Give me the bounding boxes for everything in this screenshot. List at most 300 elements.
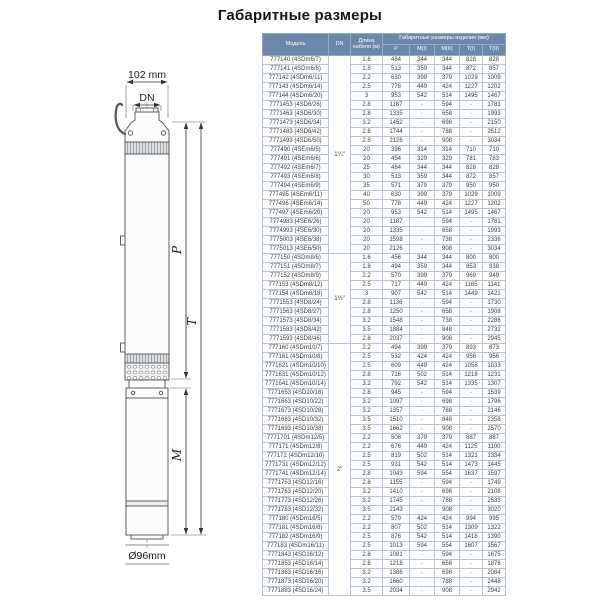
- dim-t2-cell: 949: [483, 272, 506, 281]
- dim-t1-cell: -: [460, 587, 483, 596]
- cable-length-cell: 2.5: [351, 83, 383, 92]
- model-cell: 7771641 (4SDm10/14): [263, 380, 329, 389]
- dim-m2-cell: 424: [435, 200, 460, 209]
- dim-p-cell: 1013: [383, 542, 410, 551]
- dim-m2-cell: 908: [435, 506, 460, 515]
- dim-m2-cell: 908: [435, 587, 460, 596]
- model-cell: 7771673 (4SD10/28): [263, 407, 329, 416]
- dim-m1-cell: -: [410, 389, 435, 398]
- dim-t2-cell: 1567: [483, 542, 506, 551]
- table-row: [263, 380, 506, 389]
- dim-t1-cell: -: [460, 218, 483, 227]
- table-row: [263, 245, 506, 254]
- cable-length-cell: 3: [351, 290, 383, 299]
- dim-t1-cell: 1495: [460, 92, 483, 101]
- cable-length-cell: 3.2: [351, 380, 383, 389]
- dim-t-label: T: [185, 317, 199, 327]
- dim-m1-cell: -: [410, 398, 435, 407]
- cable-length-cell: 3.2: [351, 317, 383, 326]
- dim-m2-cell: 788: [435, 578, 460, 587]
- dim-m2-cell: 908: [435, 245, 460, 254]
- dim-m2-cell: 594: [435, 299, 460, 308]
- dim-t2-cell: 2286: [483, 317, 506, 326]
- dim-m2-cell: 424: [435, 353, 460, 362]
- dim-p-cell: 630: [383, 191, 410, 200]
- dn-group-cell: 1½": [329, 254, 351, 344]
- cable-length-cell: 2.8: [351, 101, 383, 110]
- table-row: [263, 569, 506, 578]
- dim-t2-cell: 1202: [483, 83, 506, 92]
- dim-m1-cell: 399: [410, 272, 435, 281]
- model-cell: 7771631 (4SDm10/12): [263, 371, 329, 380]
- table-row: [263, 578, 506, 587]
- dim-m2-cell: 344: [435, 65, 460, 74]
- dim-p-cell: 484: [383, 56, 410, 65]
- dim-t2-cell: 3034: [483, 137, 506, 146]
- cable-length-cell: 1.8: [351, 65, 383, 74]
- dim-m1-cell: -: [410, 308, 435, 317]
- dim-p-cell: 1081: [383, 551, 410, 560]
- dim-m1-cell: 542: [410, 92, 435, 101]
- dim-t2-cell: 1781: [483, 101, 506, 110]
- dim-m2-cell: 658: [435, 308, 460, 317]
- model-cell: 7771563 (4SD8/27): [263, 308, 329, 317]
- dim-m2-cell: 424: [435, 281, 460, 290]
- model-cell: 7771653 (4SD10/18): [263, 389, 329, 398]
- dim-t1-cell: 1418: [460, 533, 483, 542]
- col-header-dimensions-group: Габаритные размеры изделия (мм): [383, 34, 506, 45]
- model-cell: 7771741 (4SDm12/14): [263, 470, 329, 479]
- cable-length-cell: 2.5: [351, 461, 383, 470]
- dim-m2-cell: 514: [435, 290, 460, 299]
- cable-length-cell: 2.8: [351, 128, 383, 137]
- table-row: [263, 101, 506, 110]
- dim-m2-cell: 424: [435, 362, 460, 371]
- cable-length-cell: 35: [351, 182, 383, 191]
- dim-m2-cell: 344: [435, 254, 460, 263]
- cable-length-cell: 2.5: [351, 452, 383, 461]
- cable-length-cell: 2.5: [351, 533, 383, 542]
- dn-group-cell: 2": [329, 344, 351, 596]
- dim-t1-cell: 828: [460, 56, 483, 65]
- cable-length-cell: 2.8: [351, 479, 383, 488]
- model-cell: 7771701 (4SDm12/5): [263, 434, 329, 443]
- dim-t2-cell: 1781: [483, 218, 506, 227]
- motor-joint-band: [126, 501, 168, 506]
- dim-m1-cell: 424: [410, 353, 435, 362]
- model-cell: 777144 (4SDm6/20): [263, 92, 329, 101]
- table-row: [263, 497, 506, 506]
- cable-length-cell: 2.2: [351, 515, 383, 524]
- dim-p-cell: 630: [383, 74, 410, 83]
- dim-t1-cell: -: [460, 407, 483, 416]
- dim-m2-cell: 594: [435, 551, 460, 560]
- table-row: [263, 335, 506, 344]
- dim-p-cell: 1660: [383, 578, 410, 587]
- cable-length-cell: 1.6: [351, 254, 383, 263]
- cable-length-cell: 30: [351, 173, 383, 182]
- dim-t2-cell: 1322: [483, 524, 506, 533]
- model-cell: 7771663 (4SD10/22): [263, 398, 329, 407]
- dim-p-cell: 1357: [383, 407, 410, 416]
- dim-m2-cell: 698: [435, 398, 460, 407]
- motor-bottom-cap: [131, 535, 163, 539]
- dim-m1-cell: 502: [410, 371, 435, 380]
- dim-t1-cell: -: [460, 317, 483, 326]
- dim-p-cell: 1335: [383, 110, 410, 119]
- dim-m2-cell: 379: [435, 191, 460, 200]
- dim-t2-cell: 2358: [483, 416, 506, 425]
- dim-m1-cell: -: [410, 299, 435, 308]
- dim-m2-cell: 554: [435, 470, 460, 479]
- dim-t2-cell: 2336: [483, 236, 506, 245]
- dim-m1-cell: 449: [410, 200, 435, 209]
- cable-guard-icon: [116, 104, 125, 134]
- dim-m-label: M: [170, 448, 184, 462]
- dim-m2-cell: 424: [435, 83, 460, 92]
- dim-m2-cell: 514: [435, 452, 460, 461]
- dim-t2-cell: 1141: [483, 281, 506, 290]
- bolt-hole-left: [128, 131, 132, 135]
- dim-p-cell: 1218: [383, 560, 410, 569]
- table-row: [263, 488, 506, 497]
- dim-p-cell: 717: [383, 281, 410, 290]
- bearing-band: [125, 354, 169, 363]
- dim-p-cell: 1187: [383, 101, 410, 110]
- cable-length-cell: 20: [351, 155, 383, 164]
- model-cell: 7771783 (4SD12/32): [263, 506, 329, 515]
- table-row: [263, 56, 506, 65]
- dim-m1-cell: 449: [410, 83, 435, 92]
- cable-length-cell: 2.5: [351, 353, 383, 362]
- dim-m2-cell: 514: [435, 371, 460, 380]
- dim-m1-cell: 344: [410, 164, 435, 173]
- dim-t2-cell: 1993: [483, 227, 506, 236]
- model-cell: 777140 (4SDm6/7): [263, 56, 329, 65]
- dim-t1-cell: -: [460, 110, 483, 119]
- table-row: [263, 308, 506, 317]
- dim-t2-cell: 2108: [483, 488, 506, 497]
- pump-body: [125, 154, 169, 354]
- dim-m2-cell: 514: [435, 209, 460, 218]
- dim-t2-cell: 828: [483, 56, 506, 65]
- dim-t2-cell: 1539: [483, 389, 506, 398]
- cable-length-cell: 2.8: [351, 551, 383, 560]
- dim-t1-cell: -: [460, 578, 483, 587]
- model-cell: 7771583 (4SD8/42): [263, 326, 329, 335]
- dim-m1-cell: -: [410, 488, 435, 497]
- dim-t1-cell: -: [460, 137, 483, 146]
- model-cell: 777495 (4SEm6/11): [263, 191, 329, 200]
- model-cell: 777160 (4SDm10/7): [263, 344, 329, 353]
- dim-m2-cell: 594: [435, 389, 460, 398]
- dim-t1-cell: -: [460, 326, 483, 335]
- dim-t1-cell: -: [460, 416, 483, 425]
- model-cell: 777151 (4SDm8/7): [263, 263, 329, 272]
- dim-m1-cell: 502: [410, 524, 435, 533]
- dim-m1-cell: 399: [410, 344, 435, 353]
- dim-m1-cell: 502: [410, 452, 435, 461]
- dim-t2-cell: 2732: [483, 326, 506, 335]
- dim-m1-cell: 399: [410, 191, 435, 200]
- col-header-model: Модель: [263, 34, 329, 56]
- cable-length-cell: 3.2: [351, 119, 383, 128]
- dim-m1-cell: -: [410, 569, 435, 578]
- dim-m2-cell: 344: [435, 56, 460, 65]
- model-cell: 777152 (4SDm8/9): [263, 272, 329, 281]
- cable-clip-lower: [121, 343, 126, 352]
- dim-m1-cell: 449: [410, 362, 435, 371]
- dim-p-cell: 1097: [383, 398, 410, 407]
- dim-m2-cell: 379: [435, 434, 460, 443]
- table-row: [263, 254, 506, 263]
- dim-m1-cell: 424: [410, 515, 435, 524]
- dim-p-label: P: [170, 245, 184, 255]
- dim-m2-cell: 738: [435, 236, 460, 245]
- dim-p-cell: 1452: [383, 119, 410, 128]
- dim-m1-cell: -: [410, 425, 435, 434]
- dim-t2-cell: 1675: [483, 551, 506, 560]
- dim-t2-cell: 1421: [483, 290, 506, 299]
- dim-p-cell: 1043: [383, 470, 410, 479]
- bolt-hole-right: [161, 131, 165, 135]
- table-row: [263, 398, 506, 407]
- dim-m1-cell: 359: [410, 173, 435, 182]
- cable-length-cell: 2.2: [351, 272, 383, 281]
- table-row: [263, 92, 506, 101]
- model-cell: 777142 (4SDm6/11): [263, 74, 329, 83]
- dim-t2-cell: 956: [483, 353, 506, 362]
- model-cell: 7771483 (4SD6/42): [263, 128, 329, 137]
- dim-t2-cell: 950: [483, 182, 506, 191]
- cable-length-cell: 20: [351, 245, 383, 254]
- cable-length-cell: 2.8: [351, 308, 383, 317]
- dim-t1-cell: -: [460, 479, 483, 488]
- dim-t1-cell: -: [460, 128, 483, 137]
- dim-m1-cell: 359: [410, 65, 435, 74]
- model-cell: 777491 (4SEm6/6): [263, 155, 329, 164]
- cable-length-cell: 2.5: [351, 281, 383, 290]
- dim-p-cell: 953: [383, 209, 410, 218]
- dim-t1-cell: 950: [460, 182, 483, 191]
- dim-m2-cell: 379: [435, 272, 460, 281]
- dim-t1-cell: 1227: [460, 83, 483, 92]
- dim-p-cell: 716: [383, 371, 410, 380]
- dim-t2-cell: 1390: [483, 533, 506, 542]
- dim-m2-cell: 514: [435, 533, 460, 542]
- dim-t1-cell: 893: [460, 344, 483, 353]
- dim-m1-cell: -: [410, 101, 435, 110]
- dim-t1-cell: -: [460, 425, 483, 434]
- model-cell: 7771493 (4SD6/50): [263, 137, 329, 146]
- table-row: [263, 83, 506, 92]
- table-row: [263, 587, 506, 596]
- cable-length-cell: 2.2: [351, 524, 383, 533]
- dim-p-cell: 513: [383, 173, 410, 182]
- dim-m1-cell: -: [410, 245, 435, 254]
- dim-t1-cell: 887: [460, 434, 483, 443]
- dim-t2-cell: 1231: [483, 371, 506, 380]
- dim-m2-cell: 594: [435, 218, 460, 227]
- dim-p-cell: 945: [383, 389, 410, 398]
- cable-length-cell: 2.8: [351, 110, 383, 119]
- dim-p-cell: 1548: [383, 317, 410, 326]
- cable-length-cell: 3.5: [351, 416, 383, 425]
- col-header-cable-length: Длина кабеля (м): [351, 34, 383, 56]
- dim-p-cell: 2143: [383, 506, 410, 515]
- dim-m2-cell: 344: [435, 263, 460, 272]
- dim-p-cell: 953: [383, 92, 410, 101]
- dim-m1-cell: -: [410, 560, 435, 569]
- cable-clip-upper: [121, 236, 126, 245]
- dim-t2-cell: 1749: [483, 479, 506, 488]
- dim-t1-cell: -: [460, 245, 483, 254]
- dim-p-cell: 513: [383, 65, 410, 74]
- dim-p-cell: 807: [383, 524, 410, 533]
- dim-m2-cell: 344: [435, 164, 460, 173]
- model-cell: 7771593 (4SD8/46): [263, 335, 329, 344]
- dim-t2-cell: 3034: [483, 245, 506, 254]
- dim-m2-cell: 788: [435, 497, 460, 506]
- cable-length-cell: 40: [351, 191, 383, 200]
- table-row: [263, 560, 506, 569]
- model-cell: 777183 (4SDm16/11): [263, 542, 329, 551]
- dim-m1-cell: 542: [410, 461, 435, 470]
- dim-p-cell: 907: [383, 290, 410, 299]
- table-row: [263, 146, 506, 155]
- table-row: [263, 227, 506, 236]
- dim-t2-cell: 1876: [483, 560, 506, 569]
- dim-m2-cell: 424: [435, 515, 460, 524]
- dim-t1-cell: 710: [460, 146, 483, 155]
- model-cell: 7771683 (4SD10/32): [263, 416, 329, 425]
- dim-t2-cell: 1033: [483, 362, 506, 371]
- table-row: [263, 164, 506, 173]
- dim-m1-cell: 344: [410, 254, 435, 263]
- model-cell: 7771843 (4SD16/12): [263, 551, 329, 560]
- dim-p-cell: 494: [383, 263, 410, 272]
- table-row: [263, 452, 506, 461]
- dim-m1-cell: 329: [410, 155, 435, 164]
- table-row: [263, 218, 506, 227]
- dim-m1-cell: -: [410, 335, 435, 344]
- dim-p-cell: 2037: [383, 335, 410, 344]
- dim-m2-cell: 848: [435, 416, 460, 425]
- table-row: [263, 389, 506, 398]
- dn-group-cell: 1¼": [329, 56, 351, 254]
- table-row: [263, 137, 506, 146]
- dim-m1-cell: 594: [410, 470, 435, 479]
- table-row: [263, 371, 506, 380]
- cable-length-cell: 3.2: [351, 398, 383, 407]
- dim-t1-cell: 872: [460, 173, 483, 182]
- dim-t1-cell: 1449: [460, 290, 483, 299]
- dim-p-cell: 1510: [383, 416, 410, 425]
- table-row: [263, 281, 506, 290]
- dim-m2-cell: 908: [435, 425, 460, 434]
- dim-t1-cell: 872: [460, 65, 483, 74]
- dim-m2-cell: 314: [435, 146, 460, 155]
- dim-t1-cell: 1125: [460, 443, 483, 452]
- dim-t2-cell: 857: [483, 173, 506, 182]
- dim-t2-cell: 887: [483, 434, 506, 443]
- cable-length-cell: 50: [351, 200, 383, 209]
- model-cell: 7771883 (4SD16/24): [263, 587, 329, 596]
- table-row: [263, 434, 506, 443]
- model-cell: 7771463 (4SD6/30): [263, 110, 329, 119]
- dim-m1-cell: -: [410, 236, 435, 245]
- dim-m1-cell: -: [410, 128, 435, 137]
- model-cell: 7774983 (4SE6/26): [263, 218, 329, 227]
- model-cell: 7771773 (4SD12/26): [263, 497, 329, 506]
- dim-p-cell: 570: [383, 515, 410, 524]
- dim-t2-cell: 1467: [483, 92, 506, 101]
- col-header-dn: DN: [329, 34, 351, 56]
- dim-t1-cell: 1029: [460, 74, 483, 83]
- dim-p-cell: 1745: [383, 497, 410, 506]
- dim-t2-cell: 1100: [483, 443, 506, 452]
- dim-m1-cell: -: [410, 497, 435, 506]
- dim-p-cell: 456: [383, 254, 410, 263]
- dim-m1-cell: -: [410, 110, 435, 119]
- cable-length-cell: 20: [351, 227, 383, 236]
- table-row: [263, 416, 506, 425]
- dim-p-cell: 931: [383, 461, 410, 470]
- dim-t1-cell: 1309: [460, 524, 483, 533]
- table-row: [263, 74, 506, 83]
- dim-p-cell: 676: [383, 443, 410, 452]
- table-row: [263, 173, 506, 182]
- dim-t1-cell: -: [460, 488, 483, 497]
- table-header: [263, 34, 506, 56]
- dim-t2-cell: 1445: [483, 461, 506, 470]
- dim-m1-cell: -: [410, 407, 435, 416]
- dim-t2-cell: 2570: [483, 425, 506, 434]
- page-title: Габаритные размеры: [217, 7, 383, 24]
- dim-m2-cell: 514: [435, 380, 460, 389]
- dim-p-cell: 484: [383, 164, 410, 173]
- dim-m2-cell: 379: [435, 182, 460, 191]
- table-row: [263, 551, 506, 560]
- cable-length-cell: 2.8: [351, 389, 383, 398]
- coupling-screw-left: [131, 391, 134, 394]
- dim-t2-cell: 873: [483, 344, 506, 353]
- dim-m1-cell: -: [410, 551, 435, 560]
- dim-p-cell: 2126: [383, 137, 410, 146]
- dim-t1-cell: 828: [460, 164, 483, 173]
- dim-p-cell: 1598: [383, 236, 410, 245]
- model-cell: 7771453 (4SD6/26): [263, 101, 329, 110]
- dim-m1-cell: -: [410, 587, 435, 596]
- table-row: [263, 110, 506, 119]
- dim-m1-cell: 542: [410, 380, 435, 389]
- model-cell: 777172 (4SDm12/10): [263, 452, 329, 461]
- motor-body: [126, 398, 168, 535]
- cable-length-cell: 1.8: [351, 263, 383, 272]
- dim-t2-cell: 800: [483, 254, 506, 263]
- table-row: [263, 182, 506, 191]
- dim-t1-cell: 853: [460, 263, 483, 272]
- dim-p-cell: 454: [383, 155, 410, 164]
- cable-length-cell: 25: [351, 164, 383, 173]
- table-row: [263, 236, 506, 245]
- dim-t2-cell: 2533: [483, 497, 506, 506]
- dim-t1-cell: -: [460, 506, 483, 515]
- dim-p-cell: 508: [383, 434, 410, 443]
- model-cell: 7771863 (4SD16/16): [263, 569, 329, 578]
- dim-m1-cell: 542: [410, 209, 435, 218]
- dim-m1-cell: 359: [410, 263, 435, 272]
